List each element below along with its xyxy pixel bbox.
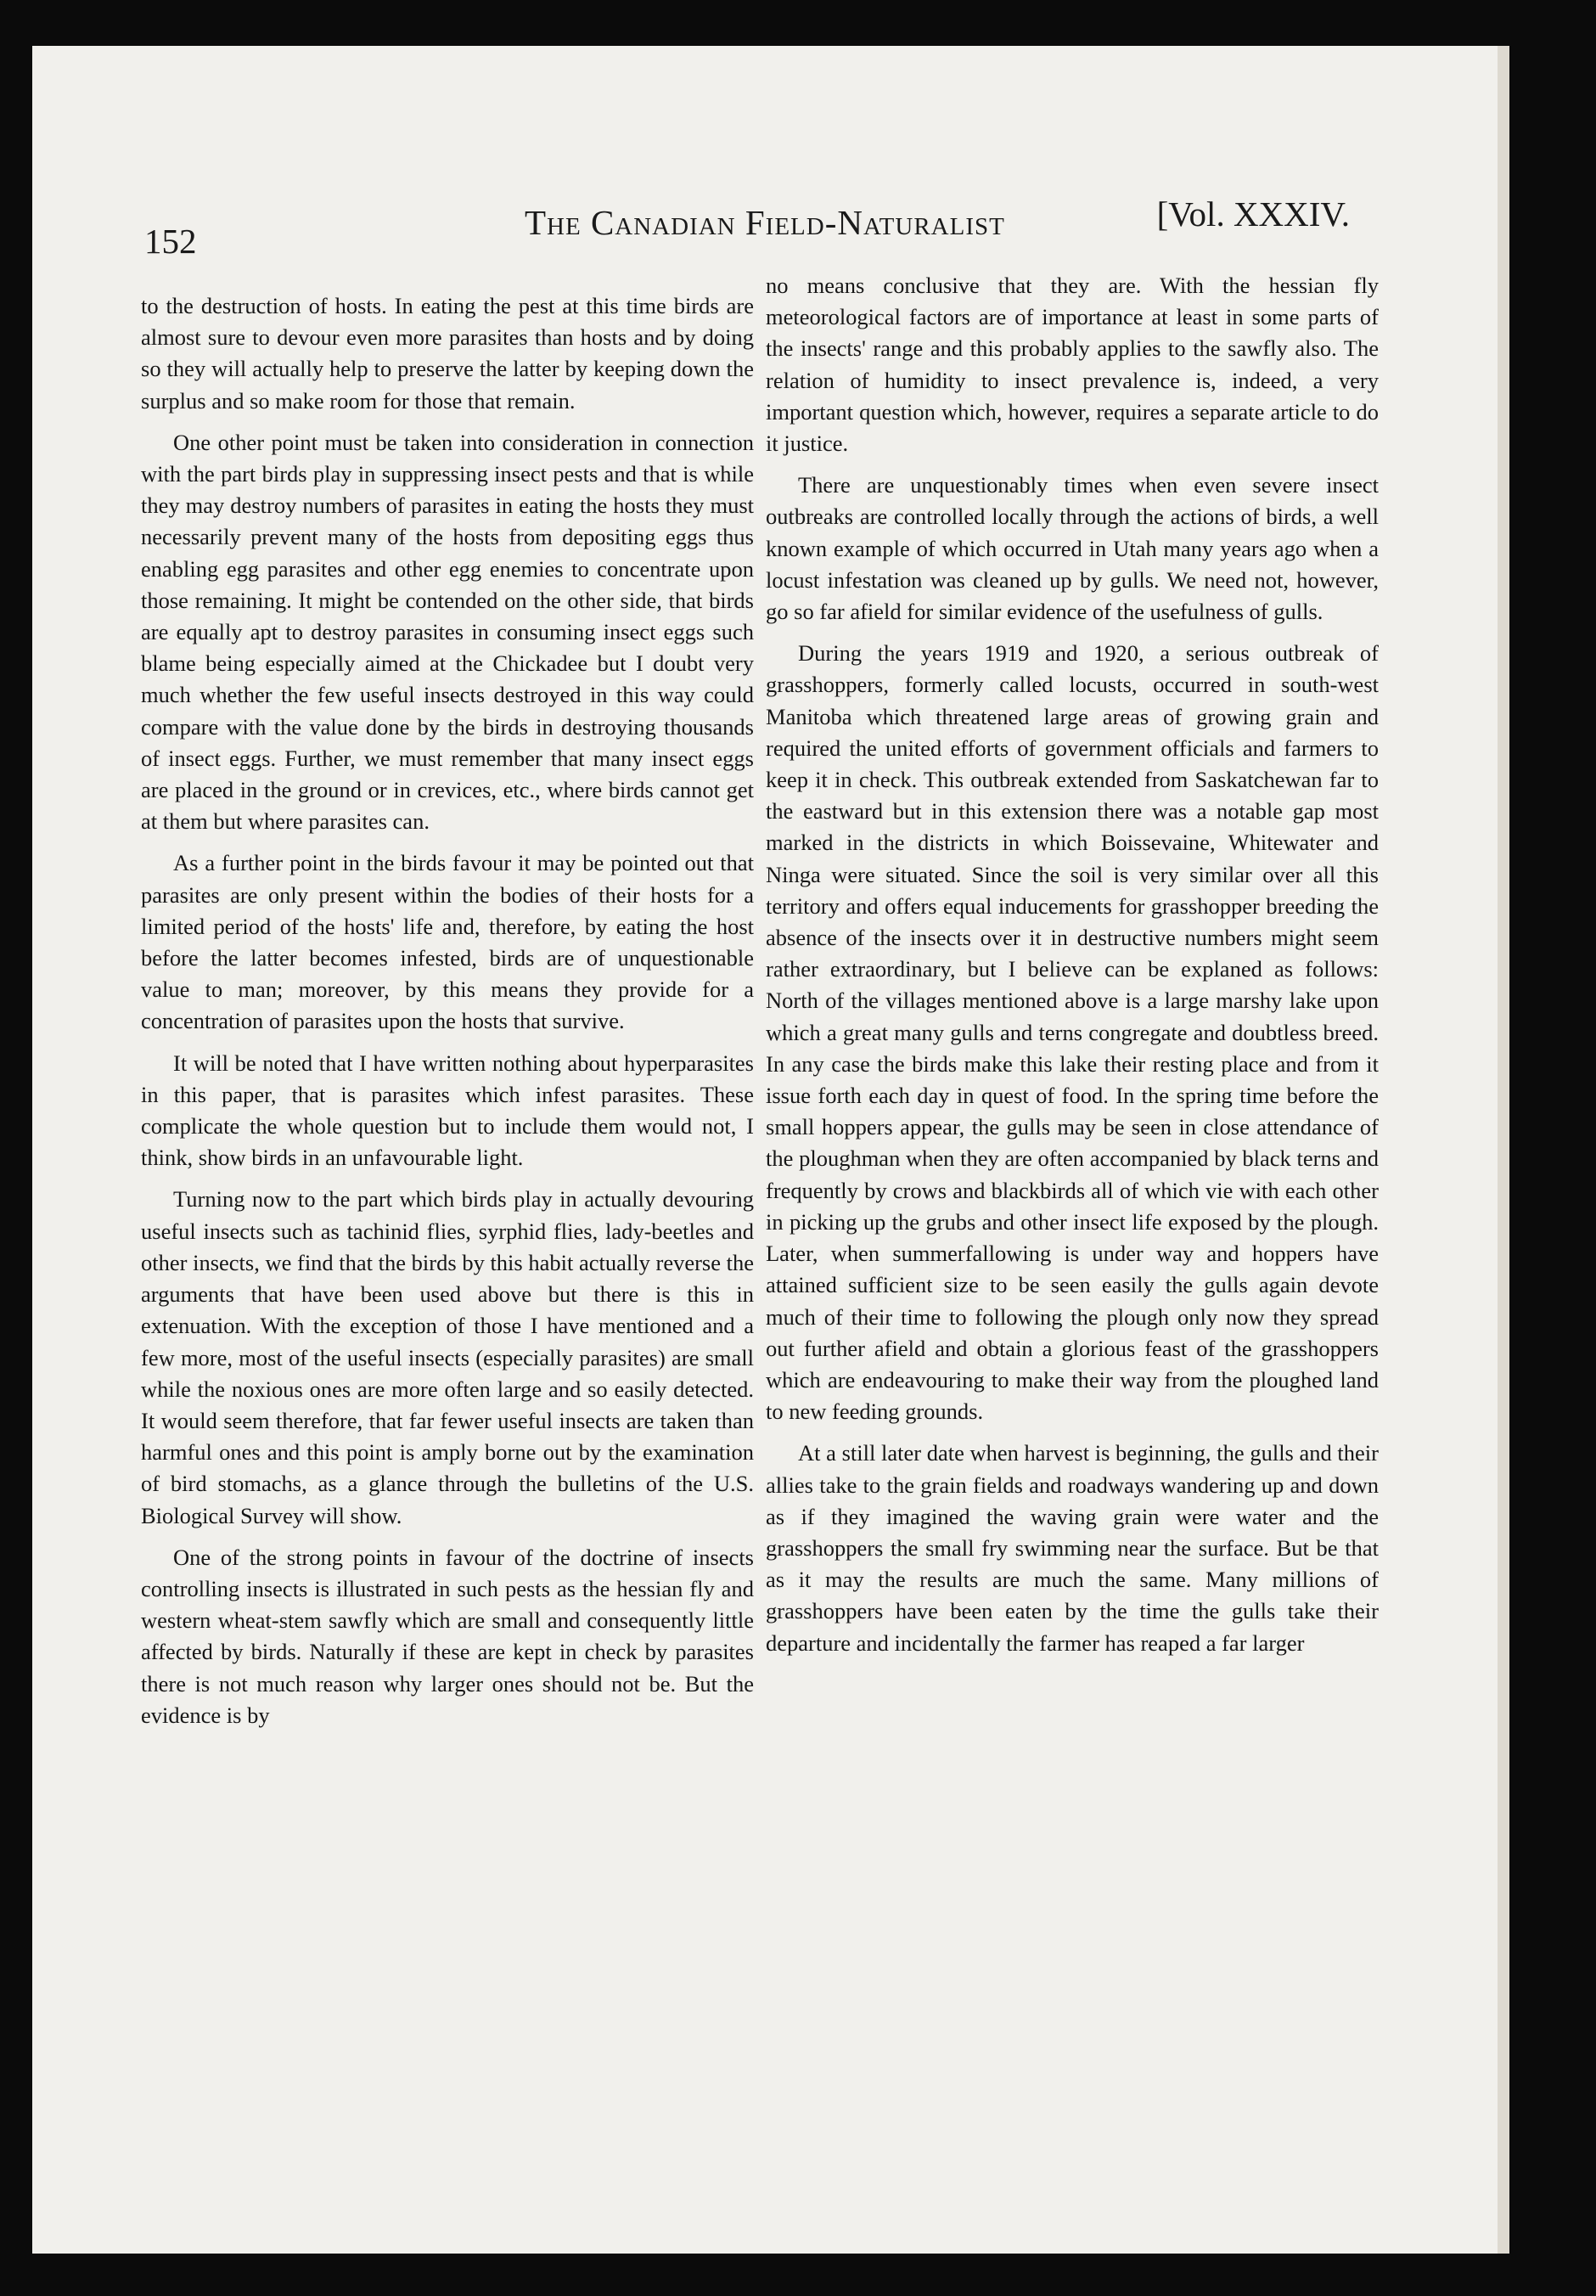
right-column xyxy=(766,270,1379,1669)
paragraph: It will be noted that I have written nothing about hyperparasites in this paper, that is parasites which infest parasites. These complicate the whole question but to include them would not, I think, show birds in an unfavourable light. xyxy=(141,1050,754,1171)
paragraph: Turning now to the part which birds play in actually devouring useful insects such as tachinid flies, syrphid flies, lady-beetles and other insects, we find that the birds by this habit actually reverse the arguments that have been used above but there is this in extenuation. With the exception of those I have mentioned and a few more, most of the useful insects (especially parasites) are small while the noxious ones are more often large and so easily detected. It would seem therefore, that far fewer useful insects are taken than harmful ones and this point is amply borne out by the examination of bird stomachs, as a glance through the bulletins of the U.S. Biological Survey will show. xyxy=(141,1186,754,1528)
volume-label: [Vol. XXXIV. xyxy=(1156,194,1350,234)
paragraph: to the destruction of hosts. In eating the pest at this time birds are almost sure to devour even more parasites than hosts and by doing so they will actually help to preserve the latter by keeping down the surplus and so make room for those that remain. xyxy=(141,293,754,414)
paragraph: During the years 1919 and 1920, a serious outbreak of grasshoppers, formerly called locusts, occurred in south-west Manitoba which threatened large areas of growing grain and required the united efforts of government officials and farmers to keep it in check. This outbreak extended from Saskatchewan far to the eastward but in this extension there was a notable gap most marked in the districts in which Boissevaine, Whitewater and Ninga were situated. Since the soil is very similar over all this territory and offers equal inducements for grasshopper breeding the absence of the insects over it in destructive numbers might seem rather extraordinary, but I believe can be explaned as follows: North of the villages mentioned above is a large marshy lake upon which a great many gulls and terns congregate and doubtless breed. In any case the birds make this lake their resting place and from it issue forth each day in quest of food. In the spring time before the small hoppers appear, the gulls may be seen in close attendance of the ploughman when they are often accompanied by black terns and frequently by crows and blackbirds all of which vie with each other in picking up the grubs and other insect life exposed by the plough. Later, when summerfallowing is under way and hoppers have attained sufficient size to be seen easily the gulls again devote much of their time to following the plough only now they spread out further afield and obtain a glorious feast of the grasshoppers which are endeavouring to make their way from the ploughed land to new feeding grounds. xyxy=(766,640,1379,1425)
paragraph: no means conclusive that they are. With the hessian fly meteorological factors are of importance at least in some parts of the insects' range and this probably applies to the sawfly also. The relation of humidity to insect prevalence is, indeed, a very important question which, however, requires a separate article to do it justice. xyxy=(766,273,1379,457)
page-edge xyxy=(1498,46,1509,2254)
running-header xyxy=(144,149,1350,261)
paragraph: At a still later date when harvest is beginning, the gulls and their allies take to the grain fields and roadways wandering up and down as if they imagined the waving grain were water and the grasshoppers the small fry swimming near the surface. But be that as it may the results are much the same. Many millions of grasshoppers have been eaten by the time the gulls take their departure and incidentally the farmer has reaped a far larger xyxy=(766,1440,1379,1656)
paragraph: There are unquestionably times when even severe insect outbreaks are controlled locally through the actions of birds, a well known example of which occurred in Utah many years ago when a locust infestation was cleaned up by gulls. We need not, however, go so far afield for similar evidence of the usefulness of gulls. xyxy=(766,472,1379,625)
page-number: 152 xyxy=(144,222,197,261)
paragraph: One of the strong points in favour of the doctrine of insects controlling insects is illustrated in such pests as the hessian fly and western wheat-stem sawfly which are small and consequently little affected by birds. Naturally if these are kept in check by parasites there is not much reason why larger ones should not be. But the evidence is by xyxy=(141,1544,754,1728)
left-column xyxy=(141,290,754,1742)
journal-title: The Canadian Field-Naturalist xyxy=(525,203,1005,242)
paragraph: As a further point in the birds favour it may be pointed out that parasites are only present within the bodies of their hosts for a limited period of the hosts' life and, therefore, by eating the host before the latter becomes infested, birds are of unquestionable value to man; moreover, by this means they provide for a concentration of parasites upon the hosts that survive. xyxy=(141,850,754,1034)
paragraph: One other point must be taken into consideration in connection with the part birds play in suppressing insect pests and that is while they may destroy numbers of parasites in eating the hosts they must necessarily prevent many of the hosts from depositing eggs thus enabling egg parasites and other egg enemies to concentrate upon those remaining. It might be contended on the other side, that birds are equally apt to destroy parasites in consuming insect eggs such blame being especially aimed at the Chickadee but I doubt very much whether the few useful insects destroyed in this way could compare with the value done by the birds in destroying thousands of insect eggs. Further, we must remember that many insect eggs are placed in the ground or in crevices, etc., where birds cannot get at them but where parasites can. xyxy=(141,429,754,835)
